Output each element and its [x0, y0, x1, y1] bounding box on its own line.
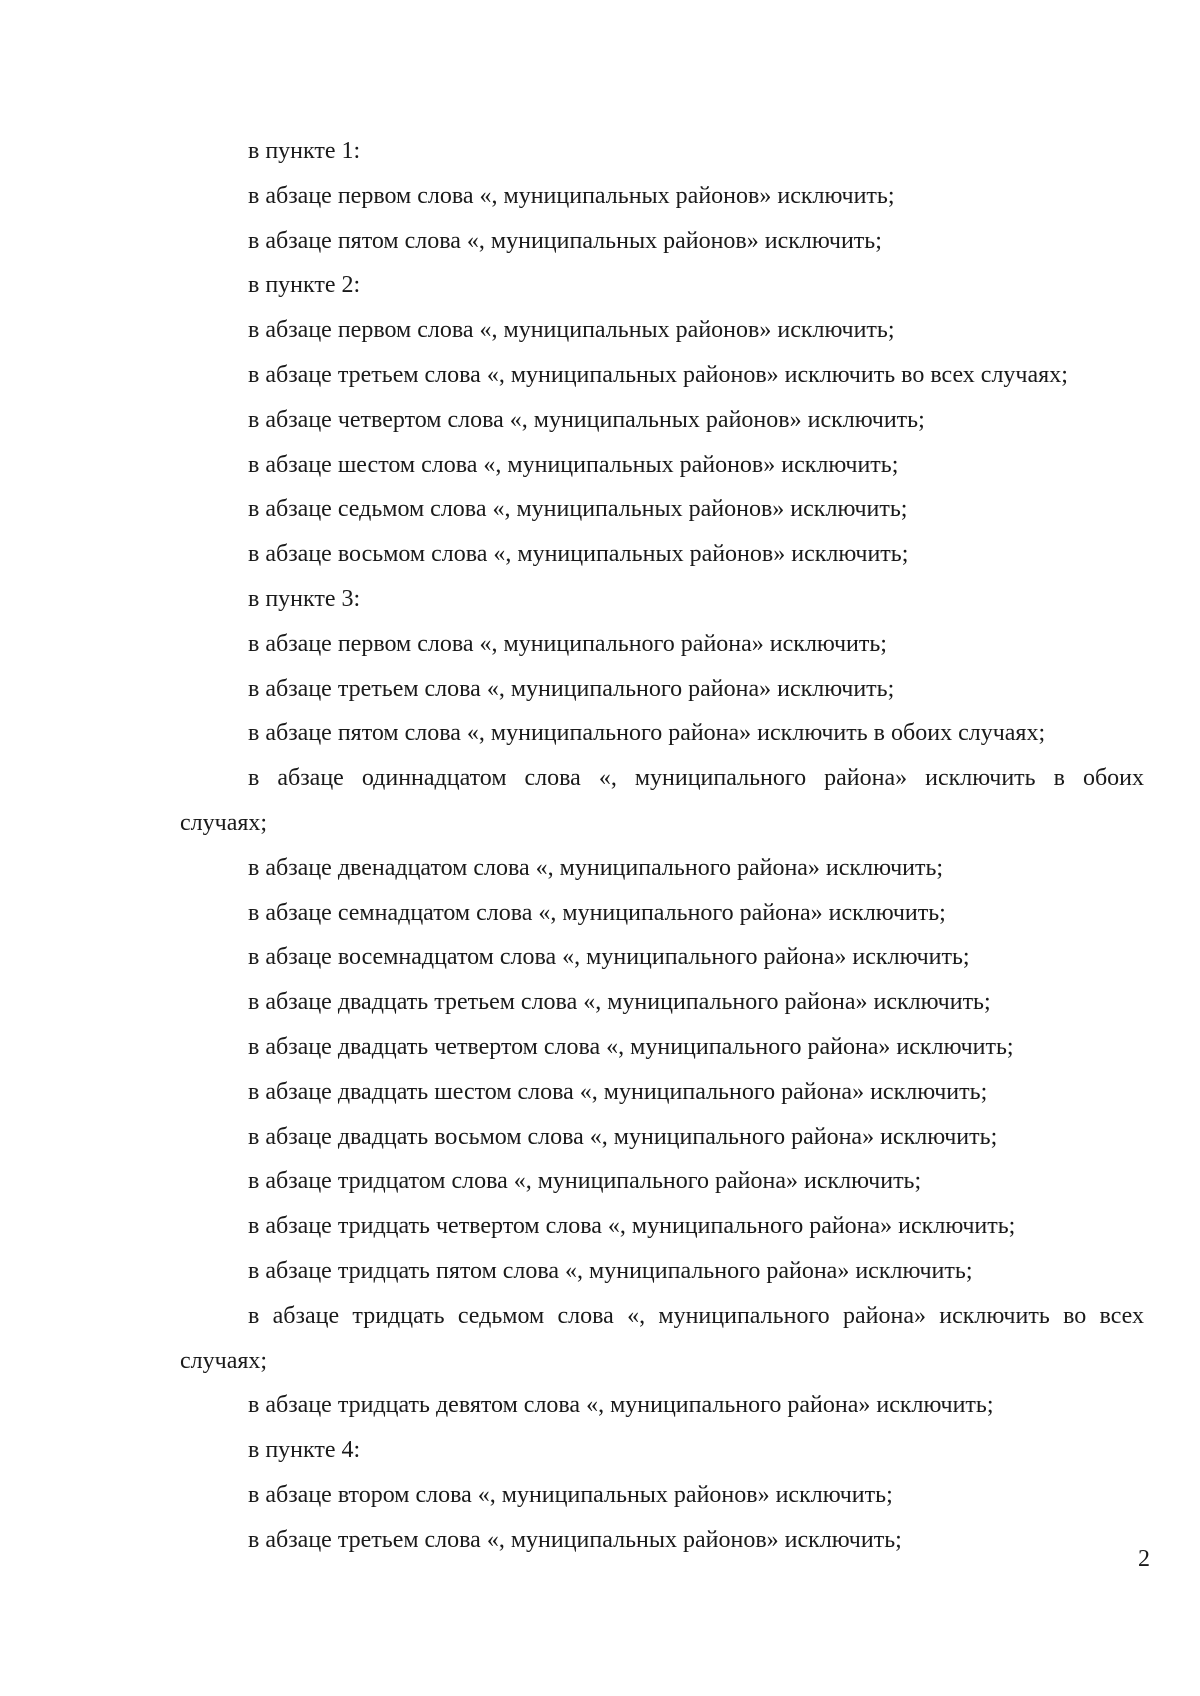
- page-number: 2: [1138, 1546, 1150, 1572]
- document-line: в абзаце тридцать девятом слова «, муниципального района» исключить;: [248, 1392, 994, 1419]
- document-line: в абзаце тридцатом слова «, муниципального района» исключить;: [248, 1168, 922, 1195]
- document-line: в абзаце первом слова «, муниципальных районов» исключить;: [248, 317, 895, 344]
- document-line: в абзаце двенадцатом слова «, муниципального района» исключить;: [248, 854, 944, 881]
- document-body: [180, 129, 1144, 1563]
- document-line: случаях;: [180, 809, 268, 836]
- document-line: в абзаце первом слова «, муниципального района» исключить;: [248, 630, 887, 657]
- document-line: в абзаце третьем слова «, муниципальных районов» исключить;: [248, 1526, 902, 1553]
- document-line: в абзаце двадцать шестом слова «, муниципального района» исключить;: [248, 1078, 988, 1105]
- document-line: в абзаце пятом слова «, муниципальных районов» исключить;: [248, 227, 882, 254]
- document-line: в абзаце третьем слова «, муниципального района» исключить;: [248, 675, 895, 702]
- document-line: в пункте 3:: [248, 585, 361, 612]
- document-line: в абзаце седьмом слова «, муниципальных районов» исключить;: [248, 496, 908, 523]
- document-line: в абзаце двадцать третьем слова «, муниципального района» исключить;: [248, 989, 991, 1016]
- document-line: в абзаце двадцать четвертом слова «, муниципального района» исключить;: [248, 1033, 1014, 1060]
- document-line: в абзаце первом слова «, муниципальных районов» исключить;: [248, 182, 895, 209]
- document-line: в абзаце четвертом слова «, муниципальных районов» исключить;: [248, 406, 925, 433]
- document-line: случаях;: [180, 1347, 268, 1374]
- document-line: в абзаце тридцать пятом слова «, муниципального района» исключить;: [248, 1257, 973, 1284]
- document-line: в пункте 1:: [248, 138, 361, 164]
- document-line: в абзаце семнадцатом слова «, муниципального района» исключить;: [248, 899, 946, 926]
- document-line: в абзаце двадцать восьмом слова «, муниципального района» исключить;: [248, 1123, 998, 1150]
- document-line: в абзаце шестом слова «, муниципальных районов» исключить;: [248, 451, 899, 478]
- document-line: в абзаце восемнадцатом слова «, муниципального района» исключить;: [248, 944, 970, 971]
- document-line: в абзаце третьем слова «, муниципальных районов» исключить во всех случаях;: [248, 361, 1068, 388]
- document-line: в абзаце восьмом слова «, муниципальных районов» исключить;: [248, 541, 909, 568]
- document-line: в пункте 4:: [248, 1437, 361, 1464]
- document-line: в пункте 2:: [248, 272, 361, 299]
- document-line: в абзаце втором слова «, муниципальных районов» исключить;: [248, 1481, 893, 1508]
- document-line: в абзаце пятом слова «, муниципального района» исключить в обоих случаях;: [248, 720, 1046, 747]
- document-line: в абзаце тридцать четвертом слова «, муниципального района» исключить;: [248, 1213, 1016, 1240]
- document-line: в абзаце одиннадцатом слова «, муниципального района» исключить в обоих: [248, 765, 1144, 792]
- document-line: в абзаце тридцать седьмом слова «, муниципального района» исключить во всех: [248, 1302, 1144, 1329]
